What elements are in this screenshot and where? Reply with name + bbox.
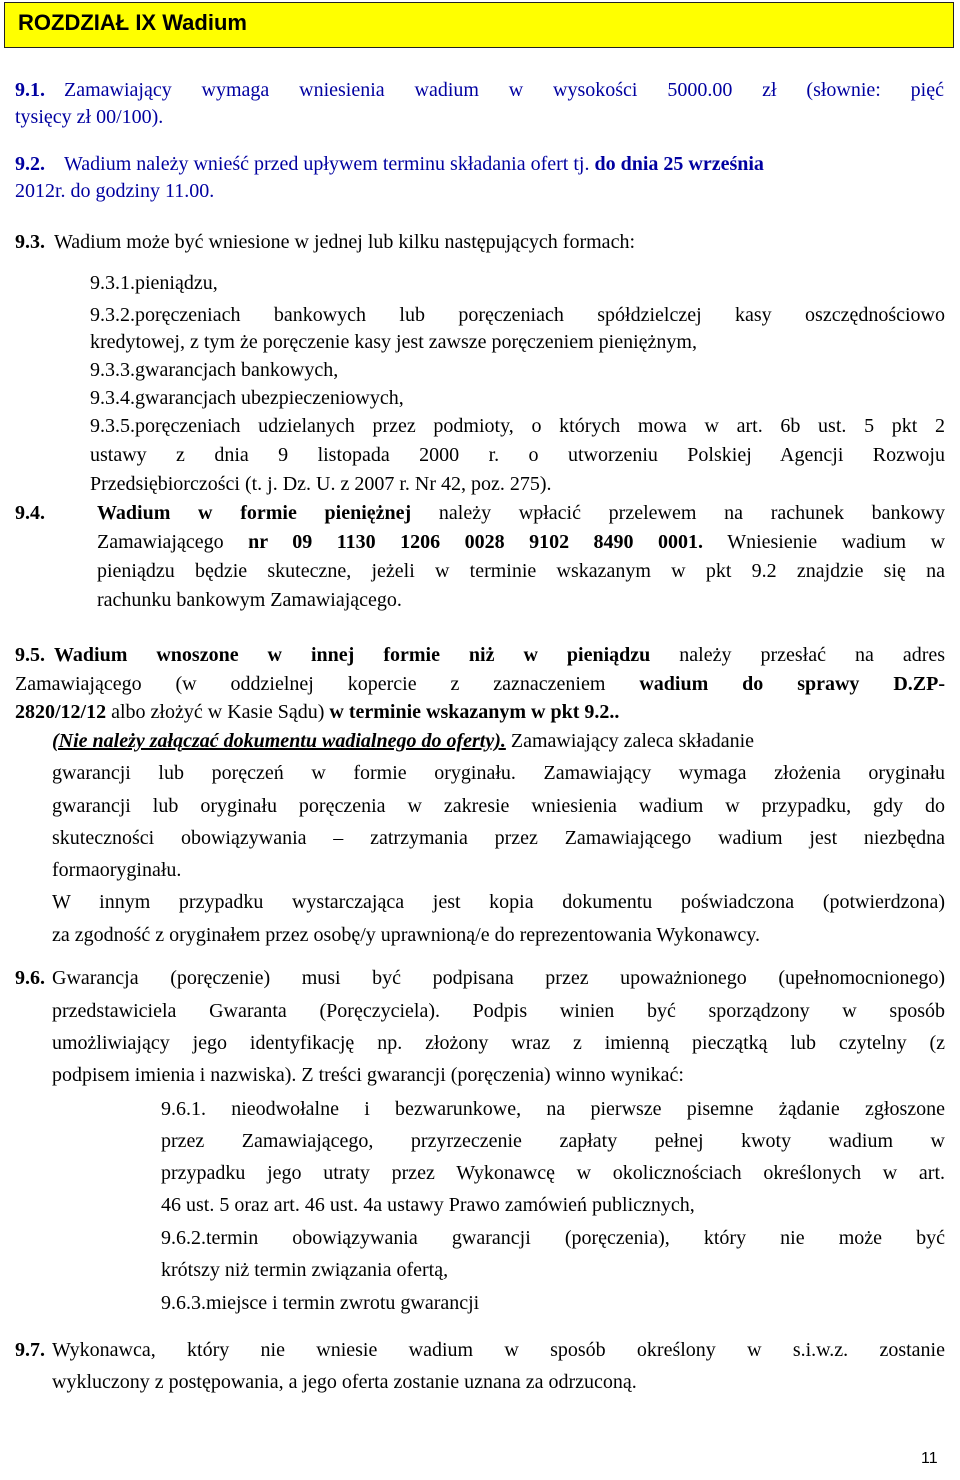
s96-item1-line1: 9.6.1. nieodwołalne i bezwarunkowe, na pierwsze pisemne żądanie zgłoszone <box>161 1098 945 1120</box>
s92-line1: Wadium należy wnieść przed upływem terminu składania ofert tj. do dnia 25 września <box>64 153 764 175</box>
page-number: 11 <box>921 1450 938 1467</box>
s94-line4: rachunku bankowym Zamawiającego. <box>97 589 402 611</box>
s93-intro: Wadium może być wniesione w jednej lub kilku następujących formach: <box>54 231 635 253</box>
section-number-9-6: 9.6. <box>15 967 45 989</box>
s96-item1-line4: 46 ust. 5 oraz art. 46 ust. 4a ustawy Prawo zamówień publicznych, <box>161 1194 695 1216</box>
chapter-title: ROZDZIAŁ IX Wadium <box>18 10 247 35</box>
s96-line1: Gwarancja (poręczenie) musi być podpisana przez upoważnionego (upełnomocnionego) <box>52 967 945 989</box>
section-number-9-3: 9.3. <box>15 231 45 253</box>
s91-line1: Zamawiający wymaga wniesienia wadium w wysokości 5000.00 zł (słownie: pięć <box>64 79 944 101</box>
s95-line9: W innym przypadku wystarczająca jest kopia dokumentu poświadczona (potwierdzona) <box>52 891 945 913</box>
s93-item1: 9.3.1.pieniądzu, <box>90 272 218 294</box>
s94-line3: pieniądzu będzie skuteczne, jeżeli w terminie wskazanym w pkt 9.2 znajdzie się na <box>97 560 945 582</box>
s95-line1: Wadium wnoszone w innej formie niż w pieniądzu należy przesłać na adres <box>54 644 946 666</box>
s93-item2-line2: kredytowej, z tym że poręczenie kasy jest zawsze poręczeniem pieniężnym, <box>90 331 697 353</box>
s95-line4: (Nie należy załączać dokumentu wadialnego do oferty). Zamawiający zaleca składanie <box>52 730 755 752</box>
section-number-9-7: 9.7. <box>15 1339 45 1361</box>
s93-item5-line1: 9.3.5.poręczeniach udzielanych przez podmioty, o których mowa w art. 6b ust. 5 pkt 2 <box>90 415 945 437</box>
section-number-9-1: 9.1. <box>15 79 45 101</box>
s91-line2: tysięcy zł 00/100). <box>15 106 164 128</box>
s96-line3: umożliwiający jego identyfikację np. złożony wraz z imienną pieczątką lub czytelny (z <box>52 1032 945 1054</box>
section-number-9-2: 9.2. <box>15 153 45 175</box>
s96-item3: 9.6.3.miejsce i termin zwrotu gwarancji <box>161 1292 480 1314</box>
s96-item1-line2: przez Zamawiającego, przyrzeczenie zapłaty pełnej kwoty wadium w <box>161 1130 945 1152</box>
s95-line5: gwarancji lub poręczeń w formie oryginału. Zamawiający wymaga złożenia oryginału <box>52 762 945 784</box>
s96-line2: przedstawiciela Gwaranta (Poręczyciela). Podpis winien być sporządzony w sposób <box>52 1000 945 1022</box>
s95-line10: za zgodność z oryginałem przez osobę/y uprawnioną/e do reprezentowania Wykonawcy. <box>52 924 760 946</box>
s97-line2: wykluczony z postępowania, a jego oferta zostanie uznana za odrzuconą. <box>52 1371 637 1393</box>
chapter-header <box>4 2 954 48</box>
s94-line2: Zamawiającego nr 09 1130 1206 0028 9102 8490 0001. Wniesienie wadium w <box>97 531 946 553</box>
s93-item3: 9.3.3.gwarancjach bankowych, <box>90 359 339 381</box>
s92-line2: 2012r. do godziny 11.00. <box>15 180 215 202</box>
s93-item5-line3: Przedsiębiorczości (t. j. Dz. U. z 2007 r. Nr 42, poz. 275). <box>90 473 552 495</box>
s96-item1-line3: przypadku jego utraty przez Wykonawcę w okolicznościach określonych w art. <box>161 1162 945 1184</box>
s95-line3: 2820/12/12 albo złożyć w Kasie Sądu) w terminie wskazanym w pkt 9.2.. <box>15 701 620 723</box>
s96-line4: podpisem imienia i nazwiska). Z treści gwarancji (poręczenia) winno wynikać: <box>52 1064 684 1086</box>
s94-line1: Wadium w formie pieniężnej należy wpłacić przelewem na rachunek bankowy <box>97 502 946 524</box>
s95-line6: gwarancji lub oryginału poręczenia w zakresie wniesienia wadium w przypadku, gdy do <box>52 795 945 817</box>
section-number-9-4: 9.4. <box>15 502 45 524</box>
s93-item2-line1: 9.3.2.poręczeniach bankowych lub poręczeniach spółdzielczej kasy oszczędnościowo <box>90 304 945 326</box>
s95-line2: Zamawiającego (w oddzielnej kopercie z zaznaczeniem wadium do sprawy D.ZP- <box>15 673 945 695</box>
s95-line7: skuteczności obowiązywania – zatrzymania przez Zamawiającego wadium jest niezbędna <box>52 827 945 849</box>
s93-item5-line2: ustawy z dnia 9 listopada 2000 r. o utworzeniu Polskiej Agencji Rozwoju <box>90 444 945 466</box>
s96-item2-line1: 9.6.2.termin obowiązywania gwarancji (poręczenia), który nie może być <box>161 1227 945 1249</box>
section-number-9-5: 9.5. <box>15 644 45 666</box>
s95-line8: formaoryginału. <box>52 859 182 881</box>
s97-line1: Wykonawca, który nie wniesie wadium w sposób określony w s.i.w.z. zostanie <box>52 1339 945 1361</box>
s93-item4: 9.3.4.gwarancjach ubezpieczeniowych, <box>90 387 404 409</box>
s96-item2-line2: krótszy niż termin związania ofertą, <box>161 1259 449 1281</box>
